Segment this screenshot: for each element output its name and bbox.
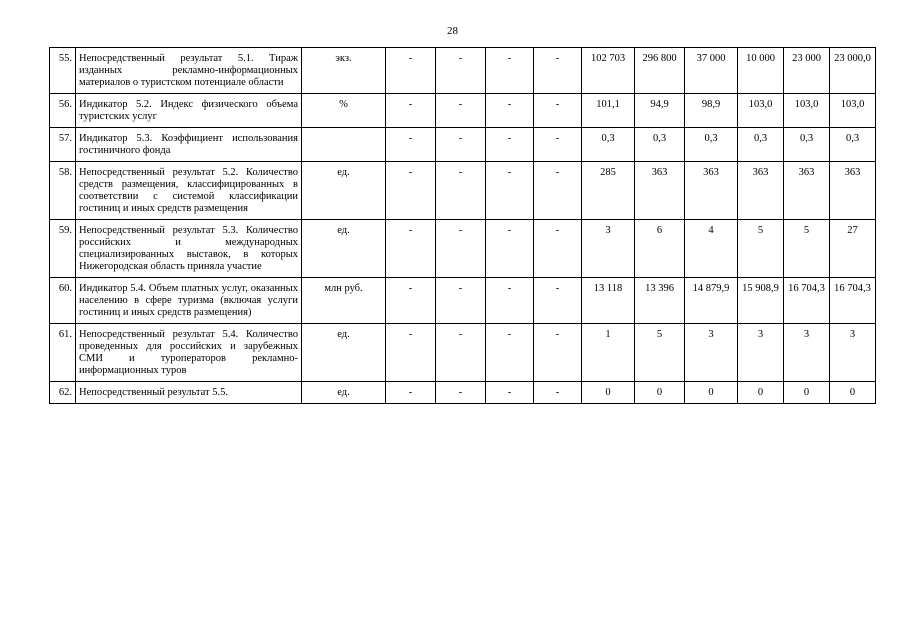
value-cell: 363 xyxy=(738,162,784,220)
value-cell: 0,3 xyxy=(582,128,635,162)
value-cell: 16 704,3 xyxy=(830,278,876,324)
value-cell: 296 800 xyxy=(635,48,685,94)
value-cell: - xyxy=(436,220,486,278)
value-cell: 3 xyxy=(685,324,738,382)
value-cell: 27 xyxy=(830,220,876,278)
unit-cell: ед. xyxy=(302,220,386,278)
unit-cell: экз. xyxy=(302,48,386,94)
row-number-cell: 55. xyxy=(50,48,76,94)
value-cell: 363 xyxy=(635,162,685,220)
value-cell: 15 908,9 xyxy=(738,278,784,324)
value-cell: - xyxy=(486,128,534,162)
value-cell: - xyxy=(386,220,436,278)
value-cell: 285 xyxy=(582,162,635,220)
value-cell: 5 xyxy=(784,220,830,278)
unit-cell: ед. xyxy=(302,162,386,220)
value-cell: 3 xyxy=(582,220,635,278)
row-number-cell: 56. xyxy=(50,94,76,128)
value-cell: 10 000 xyxy=(738,48,784,94)
value-cell: 3 xyxy=(830,324,876,382)
value-cell: 3 xyxy=(784,324,830,382)
table-row xyxy=(50,48,876,94)
table-row xyxy=(50,162,876,220)
value-cell: 16 704,3 xyxy=(784,278,830,324)
indicator-name-cell: Непосредственный результат 5.2. Количество средств размещения, классифицированных в соответствии с системой классификации гостиниц и иных средств размещения xyxy=(76,162,302,220)
value-cell: 0,3 xyxy=(830,128,876,162)
value-cell: - xyxy=(534,94,582,128)
value-cell: 363 xyxy=(685,162,738,220)
table-row xyxy=(50,220,876,278)
unit-cell: ед. xyxy=(302,382,386,404)
value-cell: 94,9 xyxy=(635,94,685,128)
value-cell: 103,0 xyxy=(738,94,784,128)
value-cell: 103,0 xyxy=(784,94,830,128)
row-number-cell: 59. xyxy=(50,220,76,278)
value-cell: 0 xyxy=(685,382,738,404)
value-cell: 23 000,0 xyxy=(830,48,876,94)
indicators-table xyxy=(49,47,876,404)
unit-cell: % xyxy=(302,94,386,128)
indicator-name-cell: Непосредственный результат 5.5. xyxy=(76,382,302,404)
value-cell: 103,0 xyxy=(830,94,876,128)
value-cell: - xyxy=(436,128,486,162)
value-cell: 101,1 xyxy=(582,94,635,128)
value-cell: - xyxy=(534,220,582,278)
row-number-cell: 60. xyxy=(50,278,76,324)
value-cell: - xyxy=(436,382,486,404)
value-cell: 1 xyxy=(582,324,635,382)
value-cell: - xyxy=(486,324,534,382)
value-cell: 37 000 xyxy=(685,48,738,94)
value-cell: - xyxy=(386,278,436,324)
value-cell: - xyxy=(386,128,436,162)
value-cell: - xyxy=(534,128,582,162)
indicator-name-cell: Индикатор 5.2. Индекс физического объема туристских услуг xyxy=(76,94,302,128)
value-cell: 5 xyxy=(635,324,685,382)
table-row xyxy=(50,278,876,324)
value-cell: 0 xyxy=(582,382,635,404)
table-row xyxy=(50,128,876,162)
value-cell: - xyxy=(386,94,436,128)
row-number-cell: 58. xyxy=(50,162,76,220)
value-cell: 363 xyxy=(830,162,876,220)
indicator-name-cell: Непосредственный результат 5.1. Тираж изданных рекламно-информационных материалов о туристском потенциале области xyxy=(76,48,302,94)
value-cell: 0 xyxy=(830,382,876,404)
value-cell: 23 000 xyxy=(784,48,830,94)
value-cell: - xyxy=(534,382,582,404)
value-cell: - xyxy=(436,278,486,324)
unit-cell: млн руб. xyxy=(302,278,386,324)
value-cell: 0,3 xyxy=(635,128,685,162)
row-number-cell: 57. xyxy=(50,128,76,162)
indicator-name-cell: Непосредственный результат 5.4. Количество проведенных для российских и зарубежных СМИ и туроператоров рекламно-информационных туров xyxy=(76,324,302,382)
page-number: 28 xyxy=(447,25,458,37)
value-cell: - xyxy=(386,162,436,220)
value-cell: - xyxy=(534,278,582,324)
value-cell: 0,3 xyxy=(685,128,738,162)
value-cell: - xyxy=(436,324,486,382)
value-cell: - xyxy=(486,278,534,324)
value-cell: 3 xyxy=(738,324,784,382)
value-cell: 4 xyxy=(685,220,738,278)
value-cell: 0 xyxy=(784,382,830,404)
value-cell: 0 xyxy=(738,382,784,404)
table-row xyxy=(50,324,876,382)
indicator-name-cell: Индикатор 5.3. Коэффициент использования гостиничного фонда xyxy=(76,128,302,162)
table-row xyxy=(50,94,876,128)
value-cell: 102 703 xyxy=(582,48,635,94)
value-cell: - xyxy=(486,220,534,278)
unit-cell xyxy=(302,128,386,162)
value-cell: 13 118 xyxy=(582,278,635,324)
table-body xyxy=(50,48,876,404)
value-cell: 0,3 xyxy=(738,128,784,162)
value-cell: - xyxy=(436,162,486,220)
value-cell: 6 xyxy=(635,220,685,278)
value-cell: - xyxy=(386,382,436,404)
value-cell: - xyxy=(534,324,582,382)
row-number-cell: 61. xyxy=(50,324,76,382)
value-cell: - xyxy=(386,48,436,94)
value-cell: 0,3 xyxy=(784,128,830,162)
value-cell: - xyxy=(486,48,534,94)
value-cell: 14 879,9 xyxy=(685,278,738,324)
unit-cell: ед. xyxy=(302,324,386,382)
value-cell: - xyxy=(486,382,534,404)
indicator-name-cell: Непосредственный результат 5.3. Количество российских и международных специализированных выставок, в которых Нижегородская область приняла участие xyxy=(76,220,302,278)
value-cell: 363 xyxy=(784,162,830,220)
row-number-cell: 62. xyxy=(50,382,76,404)
value-cell: 98,9 xyxy=(685,94,738,128)
value-cell: 5 xyxy=(738,220,784,278)
table-row xyxy=(50,382,876,404)
value-cell: - xyxy=(534,48,582,94)
value-cell: - xyxy=(436,94,486,128)
value-cell: 13 396 xyxy=(635,278,685,324)
value-cell: - xyxy=(436,48,486,94)
value-cell: - xyxy=(486,162,534,220)
value-cell: - xyxy=(486,94,534,128)
value-cell: 0 xyxy=(635,382,685,404)
value-cell: - xyxy=(386,324,436,382)
value-cell: - xyxy=(534,162,582,220)
indicator-name-cell: Индикатор 5.4. Объем платных услуг, оказанных населению в сфере туризма (включая услуги гостиниц и иных средств размещения) xyxy=(76,278,302,324)
